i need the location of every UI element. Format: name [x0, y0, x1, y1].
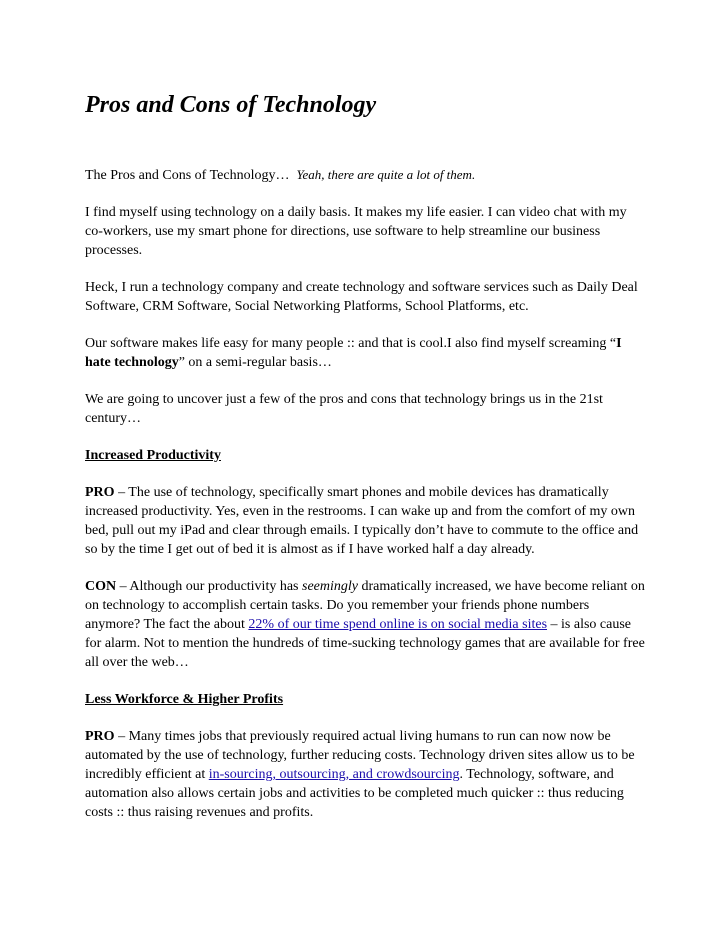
paragraph-software-easy	[85, 334, 645, 372]
p3-before: Our software makes life easy for many people :: and that is cool.I also find myself screaming “	[85, 336, 617, 351]
subtitle-italic: Yeah, there are quite a lot of them.	[296, 167, 476, 182]
pro-label: PRO	[85, 729, 115, 744]
social-media-stat-link[interactable]: 22% of our time spend online is on social media sites	[248, 617, 548, 632]
workforce-pro-text1: – Many times jobs that previously required actual living humans to run can now now be automated by the use of technology, further reducing costs. Technology driven sites allow us to be incredibly efficient at	[85, 729, 635, 782]
sourcing-link[interactable]: in-sourcing, outsourcing, and crowdsourcing	[208, 767, 460, 782]
subtitle-lead: The Pros and Cons of Technology…	[85, 168, 290, 183]
productivity-con	[85, 577, 645, 672]
productivity-pro	[85, 483, 645, 559]
con-label: CON	[85, 579, 117, 594]
document-content	[85, 90, 645, 822]
productivity-con-italic: seemingly	[302, 579, 358, 594]
productivity-con-text1: – Although our productivity has	[116, 579, 303, 594]
paragraph-uncover: We are going to uncover just a few of the pros and cons that technology brings us in the 21st century…	[85, 392, 603, 426]
subtitle	[85, 165, 645, 185]
p3-after: ” on a semi-regular basis…	[178, 355, 332, 370]
paragraph-daily-use: I find myself using technology on a daily basis. It makes my life easier. I can video chat with my co-workers, use my smart phone for directions, use software to help streamline our business processes.	[85, 205, 627, 258]
section-heading-workforce: Less Workforce & Higher Profits	[85, 692, 284, 707]
pro-label: PRO	[85, 485, 115, 500]
paragraph-tech-company: Heck, I run a technology company and create technology and software services such as Daily Deal Software, CRM Software, Social Networking Platforms, School Platforms, etc.	[85, 280, 638, 314]
productivity-con-text2: dramatically increased, we have become reliant on on technology to accomplish certain tasks. Do you remember your friends phone numbers anymore? The fact the about	[85, 579, 645, 632]
p3-bold: I hate technology	[85, 336, 622, 370]
productivity-pro-text: – The use of technology, specifically smart phones and mobile devices has dramatically increased productivity. Yes, even in the restrooms. I can wake up and from the comfort of my own bed, pull out my iPad and clear through emails. I typically don’t have to commute to the office and so by the time I get out of bed it is almost as if I have worked half a day already.	[85, 485, 639, 557]
workforce-pro-text2: . Technology, software, and automation also allows certain jobs and activities to be completed much quicker :: thus reducing costs :: thus raising revenues and profits.	[85, 767, 624, 820]
productivity-con-text3: – is also cause for alarm. Not to mention the hundreds of time-sucking technology games that are available for free all over the web…	[85, 617, 645, 670]
section-heading-productivity: Increased Productivity	[85, 448, 221, 463]
workforce-pro	[85, 727, 645, 822]
page-title: Pros and Cons of Technology	[85, 92, 377, 118]
